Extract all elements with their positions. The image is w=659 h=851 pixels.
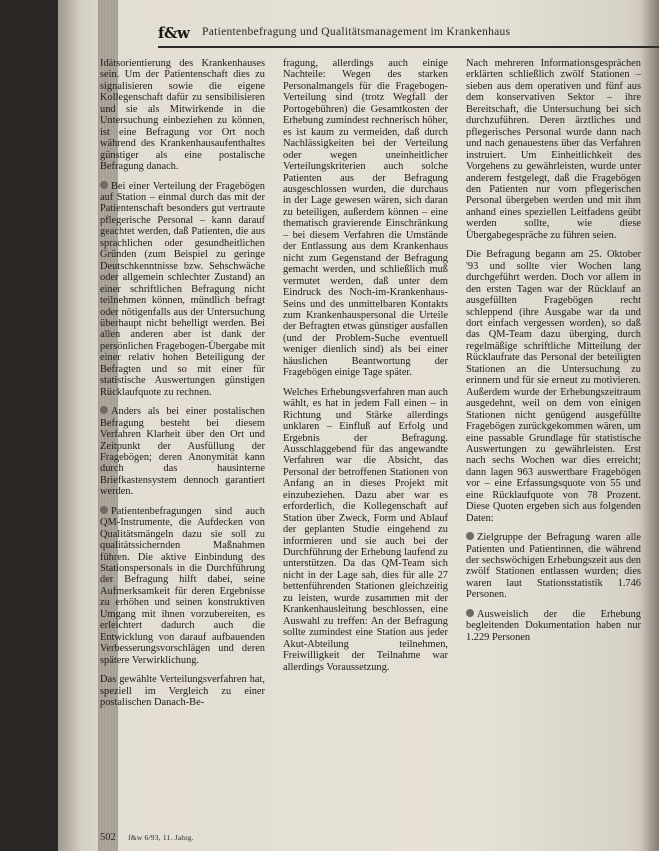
bullet-icon xyxy=(466,532,474,540)
paragraph: Welches Erhebungsverfahren man auch wählt, es hat in jedem Fall einen – in Richtung und Stärke allerdings unklaren – Einfluß auf Erfolg und Ergebnis der Befragung. Ausschlaggebend für das angewandte Verfahren war die Absicht, das Personal der betroffenen Stationen von Anfang an in dieses Projekt mit einzubeziehen. Dazu aber war es erforderlich, die Kollegenschaft auf Station über Zweck, Form und Ablauf der geplanten Studie eingehend zu informieren und sie auch bei der Durchführung der Erhebung laufend zu unterstützen. Da das QM-Team sich nicht in der Lage sah, dies für alle 27 bettenführenden Stationen gleichzeitig zu leisten, wurde zusammen mit der Krankenhausleitung beschlossen, eine Auswahl zu treffen: An der Befragung sollte zumindest eine Station aus jeder Akut-Abteilung teilnehmen, Freiwilligkeit der Teilnahme war allerdings Voraussetzung. xyxy=(283,386,448,673)
journal-logo: f&w xyxy=(158,24,190,42)
bullet-icon xyxy=(100,181,108,189)
paragraph: Nach mehreren Informationsgesprächen erklärten schließlich zwölf Stationen – sieben aus dem operativen und fünf aus dem konservativen Sektor – ihre Bereitschaft, die Untersuchung bei sich durchzuführen. Deren ärztliches und pflegerisches Personal wurde dann nach und nach genauestens über das Verfahren instruiert. Um Einheitlichkeit des Vorgehens zu gewährleisten, wurde unter anderem festgelegt, daß die Fragebögen den Patienten nur vom pflegerischen Personal übergeben werden und mit ihm anhand eines speziellen Leitfadens geübt werden sollte, wie diese Übergabegespräche zu führen seien. xyxy=(466,58,641,241)
page-header xyxy=(158,20,659,48)
paragraph: Das gewählte Verteilungsverfahren hat, speziell im Vergleich zu einer postalischen Danach-Be- xyxy=(100,674,265,709)
paragraph: Bei einer Verteilung der Fragebögen auf Station – einmal durch das mit der Patientenschaft besonders gut vertraute pflegerische Personal – kann darauf geachtet werden, daß Patienten, die aus sprachlichen oder gesundheitlichen Gründen (zum Beispiel zu geringe Deutschkenntnisse bzw. Sehschwäche oder allgemein schlechter Zustand) an einer schriftlichen Befragung nicht teilnehmen können, mündlich befragt oder nötigenfalls aus der Untersuchung überhaupt nicht behelligt werden. Bei allen anderen aber ist dank der persönlichen Fragebogen-Übergabe mit einer relativ hohen Beteiligung der Befragten und so mit einer für statistische Auswertungen günstigen Rücklaufquote zu rechnen. xyxy=(100,180,265,398)
paragraph: Anders als bei einer postalischen Befragung besteht bei diesem Verfahren Klarheit über den Ort und Zeitpunkt der Ausfüllung der Fragebögen; deren Anonymität kann durch das hausinterne Briefkastensystem dennoch garantiert werden. xyxy=(100,406,265,498)
column-3 xyxy=(466,58,641,651)
text-columns xyxy=(100,58,645,828)
paragraph: Idätsorientierung des Krankenhauses sein. Um der Patientenschaft dies zu signalisieren sowie die eigene Kollegenschaft dafür zu sensibilisieren und sie als Mitwirkende in die Untersuchung einbeziehen zu können, ist eine Befragung vor Ort noch während des Krankenhausaufenthaltes günstiger als eine postalische Befragung danach. xyxy=(100,58,265,173)
running-title: Patientenbefragung und Qualitätsmanagement im Krankenhaus xyxy=(202,26,511,38)
paragraph: fragung, allerdings auch einige Nachteile: Wegen des starken Personalmangels für die Fragebogen-Verteilung sind (trotz Wegfall der Portogebühren) die Gesamtkosten der Erhebung zumindest rechnerisch höher, es ist kaum zu vermeiden, daß durch Nachlässigkeiten bei der Verteilung oder wegen uneinheitlicher Verteilungskriterien auch solche Patienten aus der Befragung ausgeschlossen wurden, die durchaus in der Lage gewesen wären, sich daran zu beteiligen, außerdem können – eine thematisch gravierende Einschränkung – bei diesem Verfahren die Umstände der Entlassung aus dem Krankenhaus nicht zum Gegenstand der Befragung gemacht werden, und schließlich muß vermutet werden, daß unter dem Eindruck des Noch-im-Krankenhaus-Seins und des unmittelbaren Kontakts zum Krankenhauspersonal die Urteile der Befragten etwas günstiger ausfallen (und der Problem-Suche eventuell weniger dienlich sind) als bei einer häuslichen Beantwortung der Fragebögen einige Tage später. xyxy=(283,58,448,379)
page-footer xyxy=(100,832,400,846)
paragraph: Ausweislich der die Erhebung begleitenden Dokumentation haben nur 1.229 Personen xyxy=(466,608,641,643)
column-1 xyxy=(100,58,265,716)
page-number: 502 xyxy=(100,832,116,843)
bullet-icon xyxy=(100,406,108,414)
paragraph: Zielgruppe der Befragung waren alle Patienten und Patientinnen, die während der sechswöchigen Erhebungszeit aus den zwölf Stationen entlassen wurden; dies waren laut Stationsstatistik 1.746 Personen. xyxy=(466,532,641,601)
paragraph: Die Befragung begann am 25. Oktober '93 und sollte vier Wochen lang durchgeführt werden. Doch vor allem in den ersten Tagen war der Rücklauf an ausgefüllten Fragebögen recht schleppend (ihre Ausgabe war da und dort einfach vergessen worden), so daß das QM-Team dazu überging, durch regelmäßige schriftliche Mitteilung der Rücklaufrate das Personal der beteiligten Stationen an die Untersuchung zu erinnern und für sie erneut zu motivieren. Außerdem wurde der Erhebungszeitraum ausgedehnt, weil on dem von einigen Stationen nicht genügend ausgefüllte Fragebögen zurückgekommen wären, um eine passable Grundlage für statistische Auswertungen zu gewährleisten. Erst nach sechs Wochen war dies erreicht; dann lagen 963 auswertbare Fragebögen vor – eine Erfassungsquote von 55 und eine Rücklaufquote von 78 Prozent. Diese Quoten ergeben sich aus folgenden Daten: xyxy=(466,249,641,524)
column-2 xyxy=(283,58,448,681)
bullet-icon xyxy=(466,609,474,617)
bullet-icon xyxy=(100,506,108,514)
paragraph: Patientenbefragungen sind auch QM-Instrumente, die Aufdecken von Qualitätsmängeln dazu sie soll zu qualitätssichernden Maßnahmen führen. Die aktive Einbindung des Stationspersonals in die Durchführung der Befragung hilft dabei, seine Aufmerksamkeit für deren Ergebnisse zu erhöhen und seinen konstruktiven Umgang mit ihnen vorzubereiten, es erleichtert dadurch auch die Entwicklung von darauf aufbauenden Verbesserungsvorschlägen und deren spätere Verwirklichung. xyxy=(100,505,265,666)
journal-citation: f&w 6/93, 11. Jahrg. xyxy=(128,833,194,842)
